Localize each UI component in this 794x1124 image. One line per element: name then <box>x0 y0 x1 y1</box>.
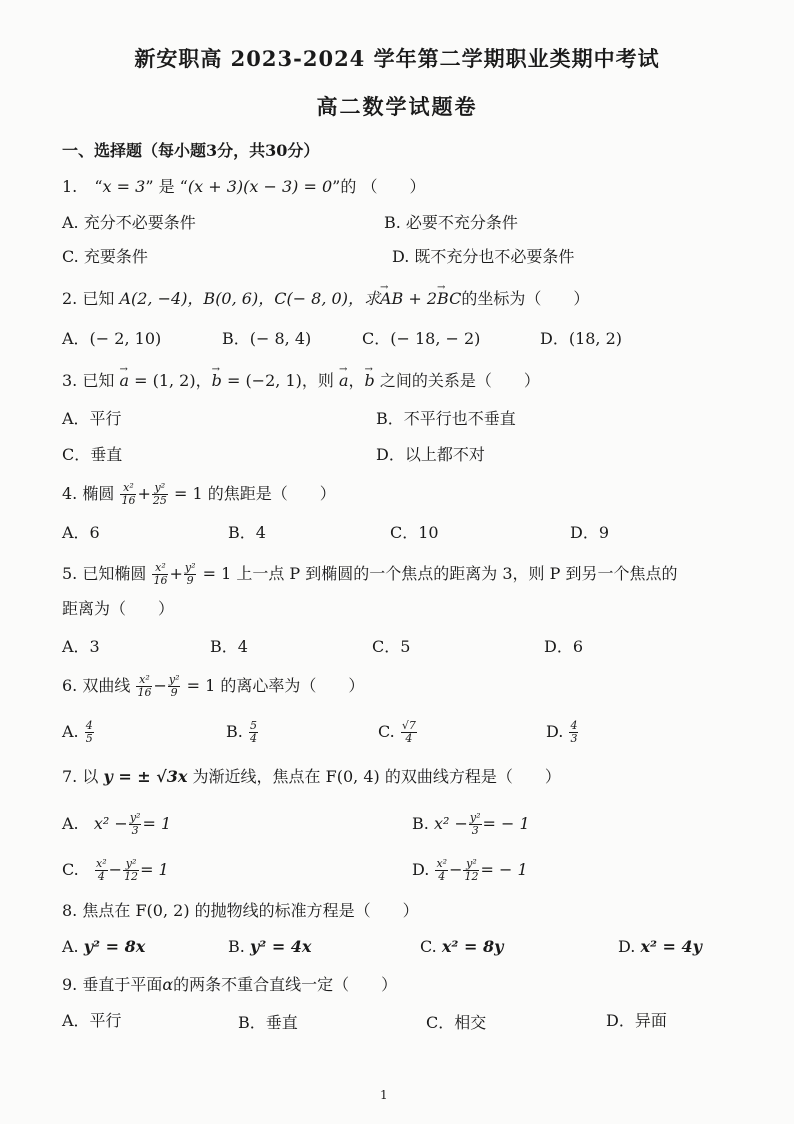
q5-option-b: B．4 <box>210 637 248 656</box>
q3-option-d: D．以上都不对 <box>376 445 485 464</box>
q5-option-a: A．3 <box>62 637 100 656</box>
question-5-continued: 距离为（ ） <box>62 599 175 618</box>
exam-subtitle: 高二数学试题卷 <box>316 94 478 119</box>
q4-option-b: B．4 <box>228 523 266 542</box>
exam-title: 新安职高 2023-2024 学年第二学期职业类期中考试 <box>134 46 660 71</box>
q6-option-d: D. $\frac{4}{3}$ <box>546 719 578 745</box>
q7-option-d: D. $\frac{\text{x²}}{4}$ − $\frac{\text{y²}}{12}$ = − 1 <box>412 857 528 883</box>
q9-option-d: D．异面 <box>606 1011 667 1030</box>
vector-a: → a <box>119 370 129 392</box>
q1-number: 1. <box>62 177 78 196</box>
q3-option-a: A．平行 <box>62 409 122 428</box>
fraction: $\frac{\text{x²}}{16}$ <box>153 561 168 587</box>
q4-option-c: C．10 <box>390 523 439 542</box>
q9-option-a: A．平行 <box>62 1011 122 1030</box>
q3-option-b: B．不平行也不垂直 <box>376 409 516 428</box>
page-number: 1 <box>380 1088 388 1102</box>
question-8: 8. 焦点在 F(0, 2) 的抛物线的标准方程是（ ） <box>62 901 419 920</box>
question-9: 9. 垂直于平面α的两条不重合直线一定（ ） <box>62 975 398 994</box>
q4-option-a: A．6 <box>62 523 100 542</box>
q4-option-d: D．9 <box>570 523 610 542</box>
fraction: $\frac{\text{y²}}{9}$ <box>184 561 196 587</box>
q9-option-c: C．相交 <box>426 1013 487 1032</box>
q8-option-b: B. y² = 4x <box>228 937 312 956</box>
q2-option-d: D．(18, 2) <box>540 329 623 348</box>
fraction: $\frac{\text{y²}}{25}$ <box>152 481 167 507</box>
q1-option-c: C. 充要条件 <box>62 247 148 266</box>
q5-option-d: D．6 <box>544 637 584 656</box>
q7-option-c: C. $\frac{\text{x²}}{4}$ − $\frac{\text{y²}}{12}$ = 1 <box>62 857 169 883</box>
q1-option-b: B. 必要不充分条件 <box>384 213 518 232</box>
q5-option-c: C．5 <box>372 637 411 656</box>
q1-option-d: D. 既不充分也不必要条件 <box>392 247 575 266</box>
question-3: 3. 已知 → a = (1, 2)，→ b = (−2, 1)，则 → a，→ b 之间的关系是（ ） <box>62 370 540 392</box>
question-4: 4. 椭圆 $\frac{\text{x²}}{16}$ + $\frac{\text{y²}}{25}$ = 1 的焦距是（ ） <box>62 481 336 507</box>
question-2: 2. 已知 A(2, −4)，B(0, 6)，C(− 8, 0)，求→ AB + 2→ BC的坐标为（ ） <box>62 288 589 310</box>
q2-option-c: C．(− 18, − 2) <box>362 329 481 348</box>
q7-option-b: B. x² − $\frac{\text{y²}}{3}$ = − 1 <box>412 811 530 837</box>
q6-option-b: B. $\frac{5}{4}$ <box>226 719 257 745</box>
fraction: $\frac{\text{y²}}{9}$ <box>168 673 180 699</box>
fraction: $\frac{\text{x²}}{16}$ <box>137 673 152 699</box>
q9-option-b: B．垂直 <box>238 1013 298 1032</box>
fraction: $\frac{\text{x²}}{16}$ <box>121 481 136 507</box>
vector-bc: → BC <box>437 288 461 310</box>
asymptote-equation: y = ± √3x <box>103 767 188 786</box>
q2-option-a: A．(− 2, 10) <box>62 329 162 348</box>
vector-b: → b <box>212 370 222 392</box>
q8-option-c: C. x² = 8y <box>420 937 504 956</box>
question-6: 6. 双曲线 $\frac{\text{x²}}{16}$ − $\frac{\text{y²}}{9}$ = 1 的离心率为（ ） <box>62 673 365 699</box>
q7-option-a: A. x² − $\frac{\text{y²}}{3}$ = 1 <box>62 811 172 837</box>
q8-option-d: D. x² = 4y <box>618 937 702 956</box>
q1-option-a: A. 充分不必要条件 <box>62 213 196 232</box>
q3-option-c: C．垂直 <box>62 445 123 464</box>
question-1: 1. “x = 3” 是 “(x + 3)(x − 3) = 0”的 （ ） <box>62 177 426 196</box>
q6-option-a: A. $\frac{4}{5}$ <box>62 719 93 745</box>
q8-option-a: A. y² = 8x <box>62 937 146 956</box>
question-7: 7. 以 y = ± √3x 为渐近线，焦点在 F(0, 4) 的双曲线方程是（ ） <box>62 767 561 786</box>
question-5: 5. 已知椭圆 $\frac{\text{x²}}{16}$ + $\frac{\text{y²}}{9}$ = 1 上一点 P 到椭圆的一个焦点的距离为 3，则 P 到另一个焦点的 <box>62 561 678 587</box>
q2-option-b: B．(− 8, 4) <box>222 329 312 348</box>
q6-option-c: C. $\frac{√7}{4}$ <box>378 719 416 745</box>
section-heading: 一、选择题（每小题3分，共30分） <box>62 141 320 160</box>
vector-ab: → AB <box>380 288 403 310</box>
